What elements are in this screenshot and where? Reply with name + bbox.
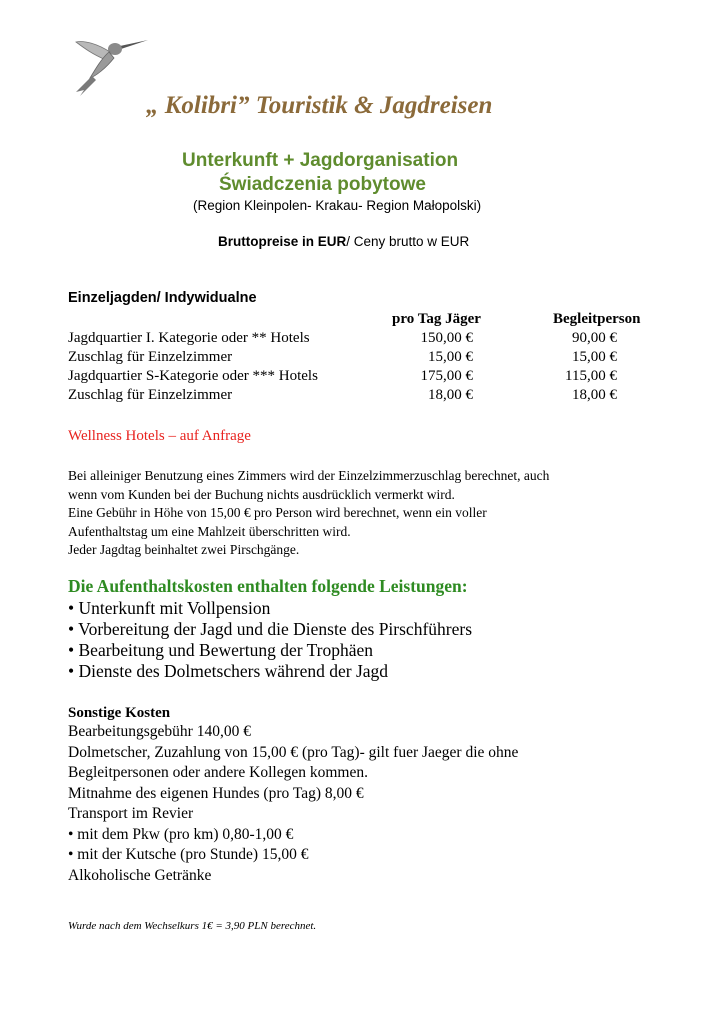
- info-line: Aufenthaltstag um eine Mahlzeit überschritten wird.: [68, 523, 351, 539]
- row-hunter-price: 15,00 €: [428, 349, 473, 365]
- section-title-individual: Einzeljagden/ Indywidualne: [68, 290, 257, 306]
- list-item: Bearbeitungsgebühr 140,00 €: [68, 723, 251, 740]
- row-label: Zuschlag für Einzelzimmer: [68, 387, 233, 403]
- other-costs-title: Sonstige Kosten: [68, 705, 171, 721]
- row-hunter-price: 18,00 €: [428, 387, 473, 403]
- row-hunter-price: 150,00 €: [420, 330, 473, 346]
- region-subtitle: (Region Kleinpolen- Krakau- Region Małopolski): [193, 198, 482, 213]
- title-de: Unterkunft + Jagdorganisation: [182, 150, 459, 171]
- price-note-rest: / Ceny brutto w EUR: [346, 234, 470, 249]
- included-services-title: Die Aufenthaltskosten enthalten folgende Leistungen:: [68, 576, 468, 596]
- row-companion-price: 18,00 €: [572, 387, 617, 403]
- col-header-companion: Begleitperson: [553, 311, 641, 327]
- price-note: [218, 234, 469, 249]
- hummingbird-logo-icon: [62, 34, 152, 96]
- list-item: Mitnahme des eigenen Hundes (pro Tag) 8,00 €: [68, 784, 364, 802]
- list-item: • mit dem Pkw (pro km) 0,80-1,00 €: [68, 825, 294, 843]
- wellness-note: Wellness Hotels – auf Anfrage: [68, 428, 251, 444]
- list-item: Transport im Revier: [68, 805, 194, 822]
- row-hunter-price: 175,00 €: [420, 368, 473, 384]
- info-line: wenn vom Kunden bei der Buchung nichts ausdrücklich vermerkt wird.: [68, 486, 455, 502]
- exchange-rate-footnote: Wurde nach dem Wechselkurs 1€ = 3,90 PLN berechnet.: [68, 920, 317, 932]
- list-item: • Vorbereitung der Jagd und die Dienste des Pirschführers: [68, 619, 473, 639]
- col-header-hunter: pro Tag Jäger: [392, 311, 481, 327]
- info-line: Eine Gebühr in Höhe von 15,00 € pro Person wird berechnet, wenn ein voller: [68, 505, 487, 520]
- price-note-bold: Bruttopreise in EUR: [218, 234, 347, 249]
- row-companion-price: 115,00 €: [565, 368, 617, 384]
- list-item: • Dienste des Dolmetschers während der Jagd: [68, 661, 389, 681]
- list-item: • Unterkunft mit Vollpension: [68, 598, 271, 618]
- info-line: Bei alleiniger Benutzung eines Zimmers wird der Einzelzimmerzuschlag berechnet, auch: [68, 468, 550, 483]
- list-item: • mit der Kutsche (pro Stunde) 15,00 €: [68, 846, 309, 863]
- row-label: Jagdquartier I. Kategorie oder ** Hotels: [68, 330, 310, 346]
- list-item: Begleitpersonen oder andere Kollegen kommen.: [68, 764, 368, 781]
- included-services-list: [68, 598, 472, 682]
- row-companion-price: 90,00 €: [572, 330, 617, 346]
- row-label: Jagdquartier S-Kategorie oder *** Hotels: [68, 368, 318, 384]
- info-line: Jeder Jagdtag beinhaltet zwei Pirschgänge.: [68, 542, 300, 557]
- info-paragraph: [68, 467, 668, 560]
- list-item: • Bearbeitung und Bewertung der Trophäen: [68, 640, 374, 660]
- company-name: „ Kolibri” Touristik & Jagdreisen: [146, 92, 493, 119]
- row-companion-price: 15,00 €: [572, 349, 617, 365]
- list-item: Dolmetscher, Zuzahlung von 15,00 € (pro Tag)- gilt fuer Jaeger die ohne: [68, 743, 519, 761]
- title-pl: Świadczenia pobytowe: [219, 174, 426, 195]
- row-label: Zuschlag für Einzelzimmer: [68, 349, 233, 365]
- other-costs-list: [68, 722, 518, 886]
- list-item: Alkoholische Getränke: [68, 866, 212, 884]
